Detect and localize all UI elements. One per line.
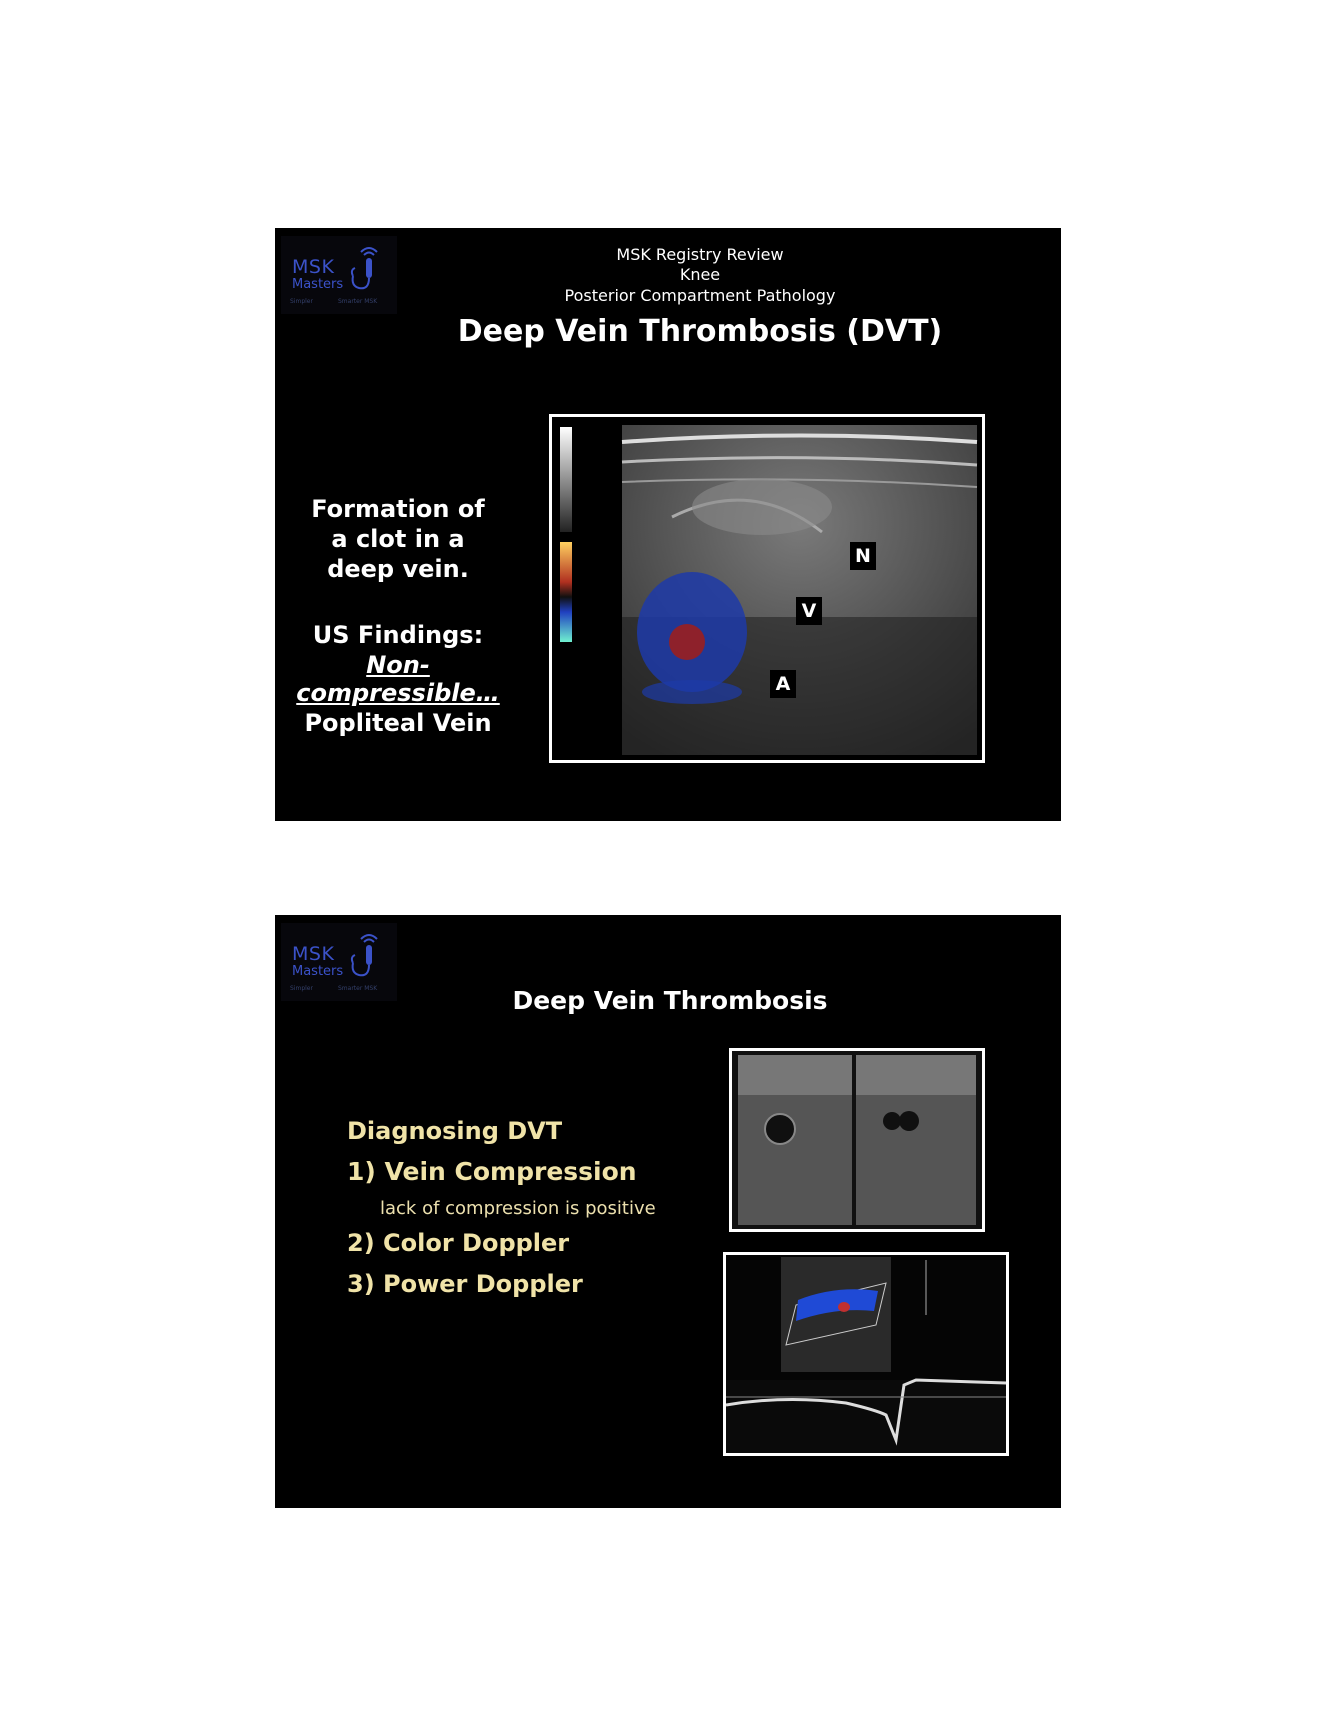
slide-title: Deep Vein Thrombosis (512, 986, 828, 1015)
doppler-ultrasound-image (549, 414, 985, 763)
list-item: 1) Vein Compression (347, 1157, 637, 1186)
findings-text: US Findings: Non- compressible… Popliteal Vein (275, 621, 521, 737)
region-title: Knee (679, 265, 721, 284)
ultrasound-probe-icon (347, 242, 383, 294)
slide-diagnosing-dvt (275, 915, 1061, 1508)
vein-label: V (796, 597, 822, 625)
slide-title: Deep Vein Thrombosis (DVT) (457, 314, 943, 349)
course-title: MSK Registry Review (616, 245, 784, 264)
spectral-doppler-image (723, 1252, 1009, 1456)
findings-label: US Findings: (312, 621, 484, 649)
list-heading: Diagnosing DVT (347, 1117, 563, 1145)
topic-title: Posterior Compartment Pathology (564, 286, 836, 305)
ultrasound-probe-icon (347, 929, 383, 981)
slide-dvt-overview (275, 228, 1061, 821)
list-item: 3) Power Doppler (347, 1270, 583, 1298)
nerve-label: N (850, 542, 876, 570)
list-item: 2) Color Doppler (347, 1229, 570, 1257)
artery-label: A (770, 670, 796, 698)
msk-masters-logo: MSK Masters Simpler Smarter MSK (281, 923, 397, 1001)
list-item-note: lack of compression is positive (380, 1198, 656, 1219)
msk-masters-logo: MSK Masters Simpler Smarter MSK (281, 236, 397, 314)
compression-ultrasound-image (729, 1048, 985, 1232)
definition-text: Formation of a clot in a deep vein. (311, 495, 485, 583)
